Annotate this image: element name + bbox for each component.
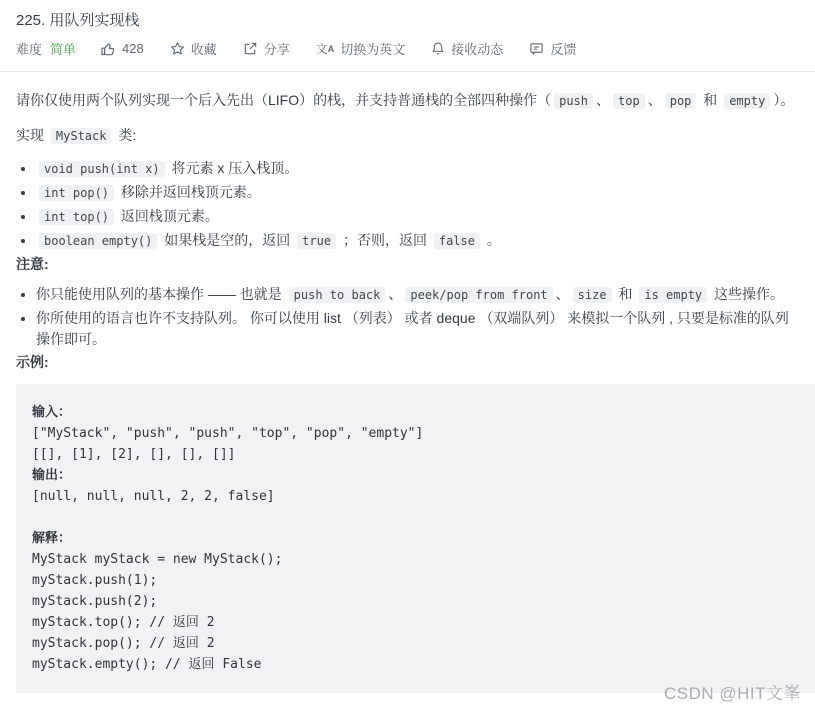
inline-code: int top() — [39, 209, 114, 225]
text-segment: 返回栈顶元素。 — [117, 208, 219, 224]
inline-code: MyStack — [51, 128, 112, 144]
notifications-button[interactable] — [431, 39, 503, 58]
inline-code: top — [613, 93, 645, 109]
share-button[interactable] — [243, 39, 290, 58]
share-label: 分享 — [263, 42, 290, 57]
star-icon — [170, 41, 185, 56]
example-code-block — [16, 384, 815, 693]
text-segment: 如果栈是空的，返回 — [160, 232, 295, 248]
notifications-label: 接收动态 — [451, 42, 504, 57]
text-segment: 移除并返回栈顶元素。 — [117, 184, 261, 200]
code-line: myStack.empty(); // 返回 False — [32, 657, 262, 672]
text-segment: ；否则，返回 — [339, 232, 431, 248]
text-segment: 类: — [114, 127, 137, 143]
text-segment: 实现 — [16, 127, 48, 143]
inline-code: empty — [724, 93, 770, 109]
feedback-label: 反馈 — [550, 42, 577, 57]
text-segment: 将元素 x 压入栈顶。 — [167, 160, 299, 176]
code-line: ["MyStack", "push", "push", "top", "pop", "empty"] — [32, 426, 424, 441]
list-item — [36, 182, 799, 204]
text-segment: ）。 — [773, 92, 795, 108]
watermark: CSDN @HIT文峯 — [663, 684, 801, 703]
thumb-up-icon — [100, 41, 116, 57]
example-heading: 示例: — [16, 354, 49, 370]
favorite-button[interactable] — [170, 39, 217, 58]
code-line: myStack.push(1); — [32, 573, 158, 588]
code-line: [[], [1], [2], [], [], []] — [32, 447, 236, 462]
divider — [0, 71, 815, 72]
code-line: 输入： — [32, 405, 72, 420]
text-segment: 。 — [482, 232, 501, 248]
inline-code: void push(int x) — [39, 161, 165, 177]
text-segment: 、 — [647, 92, 662, 108]
intro-paragraph — [16, 90, 799, 111]
bell-icon — [431, 41, 445, 56]
text-segment: 请你仅使用两个队列实现一个后入先出（LIFO）的栈，并支持普通栈的全部四种操作（ — [16, 92, 552, 108]
code-line — [32, 507, 799, 528]
list-item — [36, 206, 799, 228]
page-title: 225. 用队列实现栈 — [16, 12, 140, 29]
code-line: 输出： — [32, 468, 72, 483]
code-line: [null, null, null, 2, 2, false] — [32, 489, 275, 504]
code-line: 解释： — [32, 531, 72, 546]
comment-icon — [529, 41, 544, 56]
inline-code: boolean empty() — [39, 233, 157, 249]
problem-description — [0, 90, 815, 693]
list-item — [36, 230, 799, 252]
translate-icon: 文 A — [315, 42, 335, 56]
difficulty-label: 难度 — [16, 42, 43, 57]
inline-code: push to back — [289, 287, 386, 303]
code-line: myStack.pop(); // 返回 2 — [32, 636, 215, 651]
text-segment: 和 — [699, 92, 722, 108]
code-line: MyStack myStack = new MyStack(); — [32, 552, 283, 567]
inline-code: is empty — [639, 287, 707, 303]
implement-paragraph — [16, 125, 799, 146]
inline-code: size — [573, 287, 612, 303]
text-segment: 这些操作。 — [710, 286, 785, 302]
inline-code: push — [554, 93, 593, 109]
inline-code: pop — [665, 93, 697, 109]
switch-language-button[interactable] — [316, 39, 406, 58]
text-segment: 你所使用的语言也许不支持队列。 你可以使用 list （列表） 或者 deque （双端队列） 来模拟一个队列 , 只要是标准的队列操作即可。 — [36, 310, 789, 347]
code-line: myStack.push(2); — [32, 594, 158, 609]
share-icon — [243, 41, 258, 56]
difficulty-badge: 简单 — [50, 42, 77, 57]
text-segment: 、 — [388, 286, 403, 302]
switch-language-label: 切换为英文 — [340, 42, 406, 57]
text-segment: 你只能使用队列的基本操作 —— 也就是 — [36, 286, 286, 302]
like-button[interactable] — [100, 41, 144, 57]
list-item — [36, 158, 799, 180]
text-segment: 和 — [614, 286, 637, 302]
list-item — [36, 308, 799, 350]
likes-count: 428 — [122, 41, 144, 56]
list-item — [36, 284, 799, 306]
code-line: myStack.top(); // 返回 2 — [32, 615, 215, 630]
inline-code: false — [434, 233, 480, 249]
operations-list — [16, 158, 799, 252]
text-segment: 、 — [596, 92, 611, 108]
feedback-button[interactable] — [529, 39, 576, 58]
inline-code: peek/pop from front — [405, 287, 552, 303]
note-heading: 注意: — [16, 256, 49, 272]
difficulty — [16, 39, 76, 58]
text-segment: 、 — [555, 286, 570, 302]
favorite-label: 收藏 — [190, 42, 217, 57]
inline-code: int pop() — [39, 185, 114, 201]
toolbar — [16, 39, 799, 58]
inline-code: true — [297, 233, 336, 249]
notes-list — [16, 284, 799, 350]
